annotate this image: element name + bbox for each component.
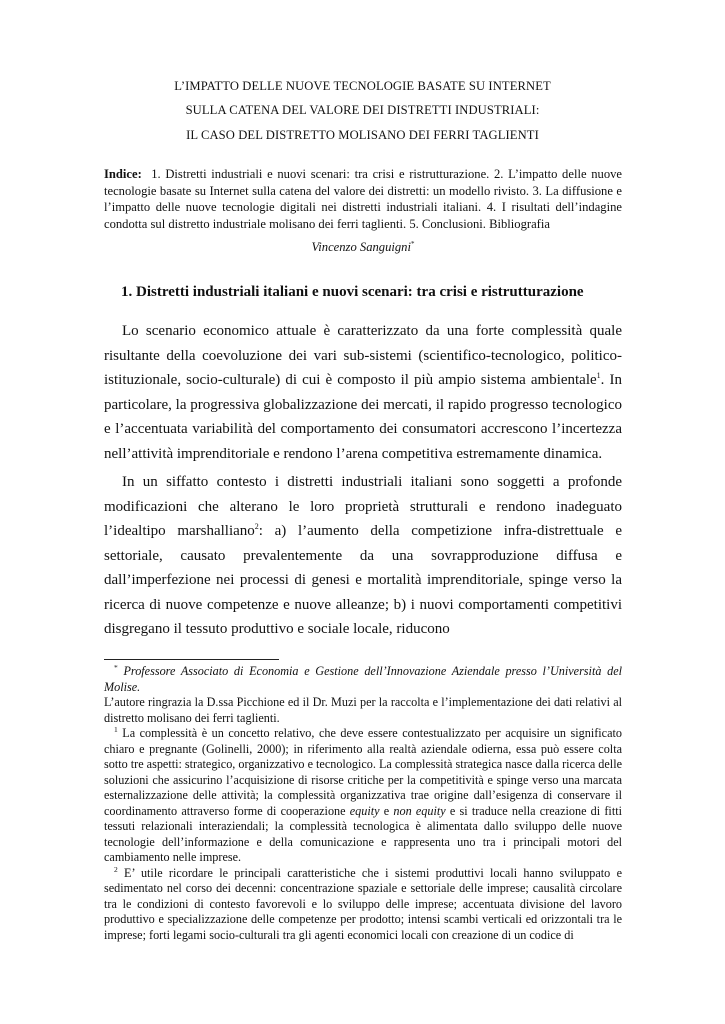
footnote-separator [104,659,279,660]
footnote-2-text: E’ utile ricordare le principali caratteristiche che i sistemi produttivi locali hanno sviluppato e sedimentato nel corso dei decenni: concentrazione spaziale e settoriale delle imprese; causalità circolare tra le condizioni di contesto favorevoli e lo sviluppo delle imprese; accentuata divisione del lavoro produttivo e specializzazione delle competenze per prodotto; intensi scambi verticali ed orizzontali tra le imprese; forti legami socio-culturali tra gli agenti economici locali con creazione di un codice di [104,865,622,942]
footnote-2 [104,866,622,944]
paragraph-2-text-b: : a) l’aumento della competizione infra-distrettuale e settoriale, causato prevalentemente da una sovrapproduzione diffusa e dall’imperfezione nei processi di genesi e mortalità imprenditoriale, spinge verso la ricerca di nuove competenze e nuove alleanze; b) i nuovi comportamenti competitivi disgregano il tessuto produttivo e sociale locale, riducono [104,523,622,637]
paragraph-2-text-a: In un siffatto contesto i distretti industriali italiani sono soggetti a profonde modificazioni che alterano le loro proprietà strutturali e rendono inadeguato l’idealtipo marshalliano [104,474,622,539]
footnote-ref-2: 2 [254,522,259,531]
paper-title-line-1: L’IMPATTO DELLE NUOVE TECNOLOGIE BASATE SU INTERNET [174,79,551,93]
footnote-1 [104,726,622,866]
paper-title-line-2: SULLA CATENA DEL VALORE DEI DISTRETTI INDUSTRIALI: [185,103,540,117]
footnote-1-text-a: La complessità è un concetto relativo, che deve essere contestualizzato per acquisire un significato chiaro e pregnante (Golinelli, 2000); in riferimento alla realtà aziendale odierna, essa può essere colta sotto tre aspetti: strategico, organizzativo e tecnologico. La complessità strategica nasce dalla ricerca delle soluzioni che assicurino l’acquisizione di risorse critiche per la competitività e spinge verso una marcata esternalizzazione delle attività; la complessità organizzativa trae origine dall’esigenza di conservare il coordinamento attraverso forme di cooperazione [104,726,622,818]
footnote-1-conj: e [379,803,394,818]
index-label: Indice: [104,167,142,181]
paper-title-line-3: IL CASO DEL DISTRETTO MOLISANO DEI FERRI TAGLIENTI [186,128,539,142]
paragraph-1-text-a: Lo scenario economico attuale è caratterizzato da una forte complessità quale risultante della coevoluzione dei vari sub-sistemi (scientifico-tecnologico, politico-istituzionale, socio-culturale) di cui è composto il più ampio sistema ambientale [104,323,622,388]
body-text [104,319,622,642]
footnote-1-mark: 1 [114,724,118,734]
paragraph-1 [104,319,622,466]
footnote-ref-1: 1 [596,371,601,380]
footnote-2-mark: 2 [114,864,118,874]
author-name: Vincenzo Sanguigni [311,240,411,255]
section-heading: 1. Distretti industriali italiani e nuovi scenari: tra crisi e ristrutturazione [121,284,584,300]
footnote-author-text: Professore Associato di Economia e Gestione dell’Innovazione Aziendale presso l’Università del Molise. [104,664,623,694]
paragraph-2 [104,470,622,642]
author-footnote-mark: * [410,240,415,248]
footnote-1-italic-2: non equity [393,803,446,818]
footnote-1-text-b: e si traduce nella creazione di fitti tessuti relazionali interaziendali; la complessità tecnologica è alimentata dallo sviluppo delle nuove tecnologie dell’informazione e della comunicazione e rappresenta uno tra i principali motori del cambiamento nelle imprese. [104,803,622,864]
paragraph-1-text-b: . In particolare, la progressiva globalizzazione dei mercati, il rapido progresso tecnologico e l’accentuata variabilità del comportamento dei consumatori accrescono l’incertezza nell’attività imprenditoriale e rendono l’arena competitiva estremamente dinamica. [104,372,622,462]
footnote-author [104,664,622,695]
table-of-contents [104,166,622,232]
footnote-star-mark: * [114,662,118,672]
footnote-1-italic-1: equity [349,803,380,818]
index-text: 1. Distretti industriali e nuovi scenari: tra crisi e ristrutturazione. 2. L’impatto delle nuove tecnologie basate su Internet sulla catena del valore dei distretti: un modello rivisto. 3. La diffusione e l’impatto delle nuove tecnologie digitali nei distretti industriali italiani. 4. I risultati dell’indagine condotta sul distretto industriale molisano dei ferri taglienti. 5. Conclusioni. Bibliografia [104,167,623,231]
author-byline [104,240,622,255]
footnotes [104,664,622,943]
footnote-thanks: L’autore ringrazia la D.ssa Picchione ed il Dr. Muzi per la raccolta e l’implementazione dei dati relativi al distretto molisano dei ferri taglienti. [104,695,622,725]
